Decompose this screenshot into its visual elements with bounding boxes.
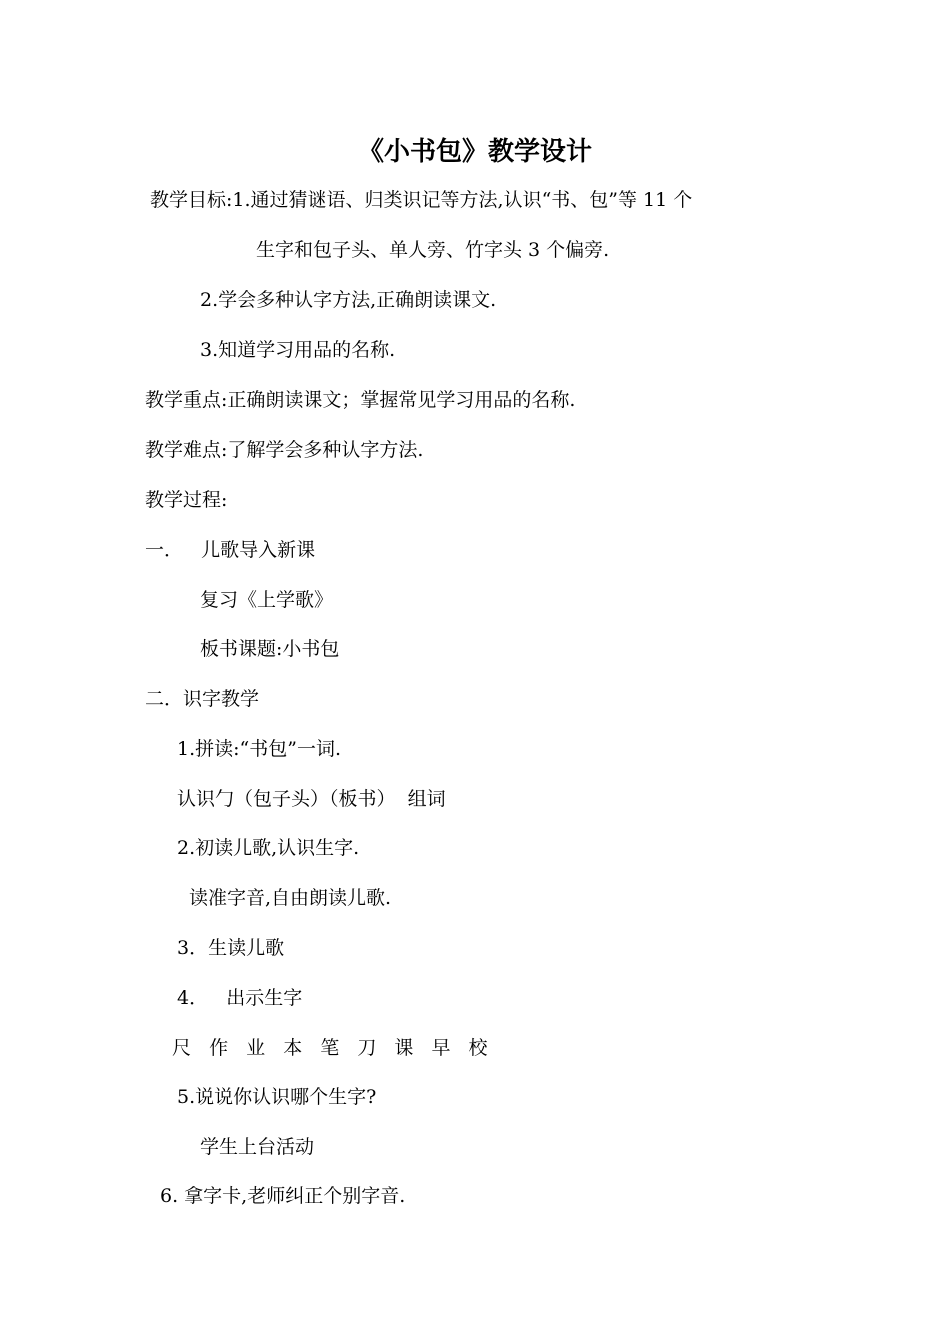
section-1-item-2: 板书课题:小书包 (200, 638, 340, 660)
step-1-note: 认识勹（包子头）（板书） 组词 (177, 788, 446, 810)
objectives-item-3: 3.知道学习用品的名称. (200, 339, 396, 361)
step-1: 1.拼读:“书包”一词. (177, 738, 341, 760)
new-character: 课 (394, 1037, 414, 1059)
page-title: 《小书包》教学设计 (357, 137, 592, 167)
key-point: 教学重点:正确朗读课文；掌握常见学习用品的名称. (145, 389, 576, 411)
step-2-note: 读准字音,自由朗读儿歌. (189, 887, 392, 909)
section-1-item-1: 复习《上学歌》 (200, 589, 334, 611)
step-4: 4． 出示生字 (177, 987, 303, 1009)
step-2: 2.初读儿歌,认识生字. (177, 837, 360, 859)
new-character: 本 (283, 1037, 303, 1059)
step-6: 6. 拿字卡,老师纠正个别字音. (160, 1185, 406, 1207)
step-3: 3．生读儿歌 (177, 937, 285, 959)
process-label: 教学过程: (145, 489, 228, 511)
step-5-note: 学生上台活动 (200, 1136, 315, 1158)
objectives-item-2: 2.学会多种认字方法,正确朗读课文. (200, 289, 497, 311)
step-5: 5.说说你认识哪个生字? (177, 1086, 377, 1108)
new-character: 业 (246, 1037, 266, 1059)
new-character: 校 (468, 1037, 488, 1059)
new-character: 早 (431, 1037, 451, 1059)
new-character: 作 (209, 1037, 229, 1059)
new-character: 尺 (172, 1037, 192, 1059)
new-character: 笔 (320, 1037, 340, 1059)
difficulty: 教学难点:了解学会多种认字方法. (145, 439, 424, 461)
section-1-heading: 一． 儿歌导入新课 (145, 539, 316, 561)
new-character: 刀 (357, 1037, 377, 1059)
new-characters-row (172, 1036, 500, 1060)
section-2-heading: 二．识字教学 (145, 688, 260, 710)
objectives-line-2: 生字和包子头、单人旁、竹字头 3 个偏旁. (256, 239, 610, 261)
objectives-line-1: 教学目标:1.通过猜谜语、归类识记等方法,认识“书、包”等 11 个 (150, 189, 693, 211)
